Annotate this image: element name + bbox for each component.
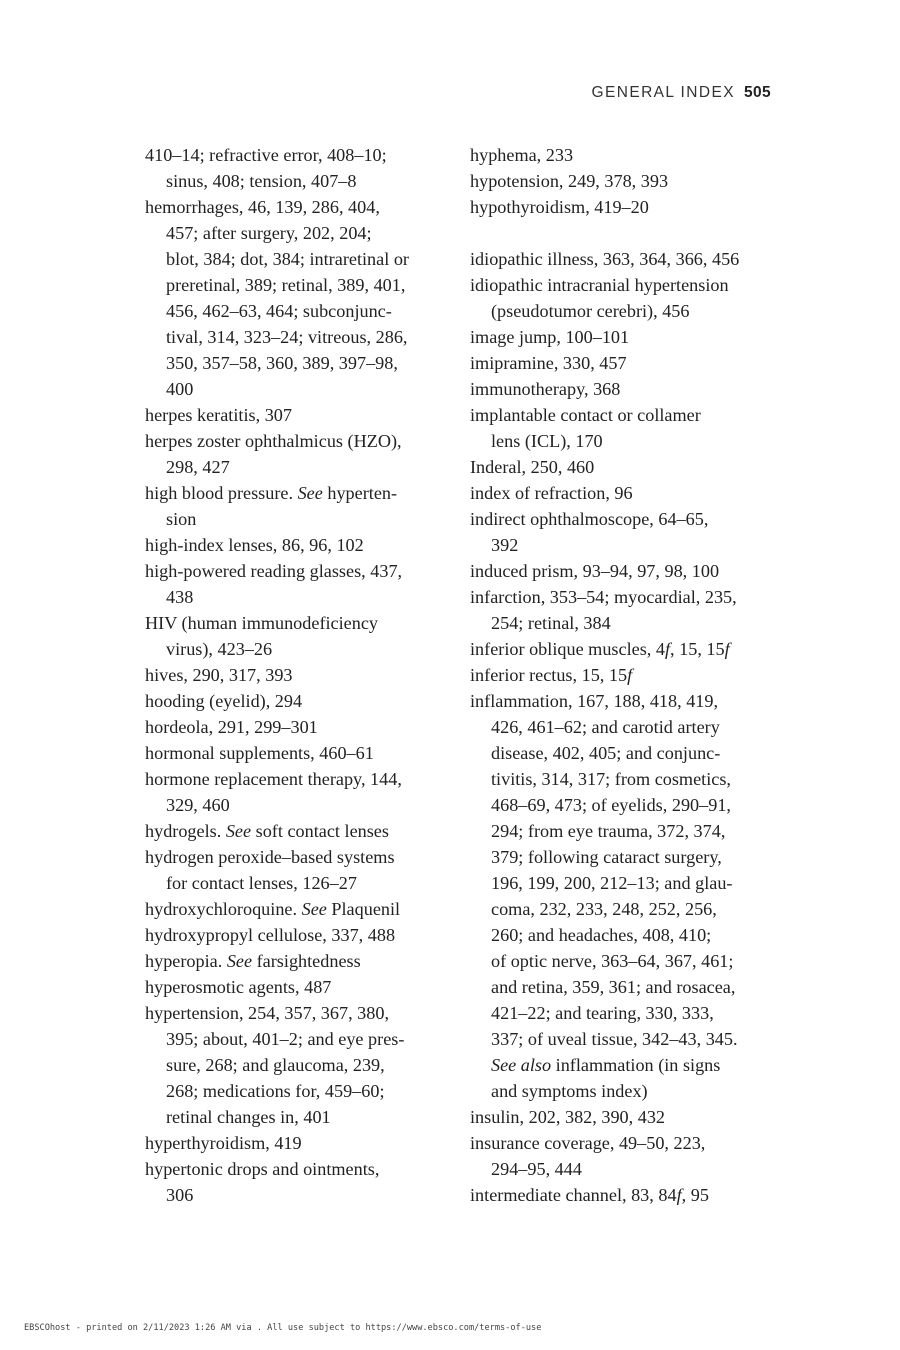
running-head (592, 84, 771, 102)
index-entry-continuation: 426, 461–62; and carotid artery (491, 717, 720, 737)
index-entry-line: hypotension, 249, 378, 393 (470, 171, 669, 191)
index-entry (145, 532, 455, 558)
index-entry (470, 376, 790, 402)
index-entry (470, 194, 790, 220)
index-entry-line: hyperthyroidism, 419 (145, 1133, 302, 1153)
index-entry (145, 662, 455, 688)
index-entry-line: insurance coverage, 49–50, 223, (470, 1133, 706, 1153)
index-entry (470, 1130, 790, 1182)
index-entry-line: hypertension, 254, 357, 367, 380, (145, 1003, 389, 1023)
index-entry-continuation: 457; after surgery, 202, 204; (166, 223, 372, 243)
index-entry-line: inferior oblique muscles, 4f, 15, 15f (470, 639, 730, 659)
index-entry-continuation: 294; from eye trauma, 372, 374, (491, 821, 726, 841)
index-entry-line: inferior rectus, 15, 15f (470, 665, 633, 685)
index-entry (145, 1130, 455, 1156)
print-footer: EBSCOhost - printed on 2/11/2023 1:26 AM via . All use subject to https://www.ebsco.com/terms-of-use (24, 1323, 542, 1333)
index-entry-line: hyperosmotic agents, 487 (145, 977, 332, 997)
index-entry-continuation: See also inflammation (in signs (491, 1055, 721, 1075)
index-entry-continuation: of optic nerve, 363–64, 367, 461; (491, 951, 734, 971)
index-entry-continuation: sure, 268; and glaucoma, 239, (166, 1055, 385, 1075)
index-entry-continuation: lens (ICL), 170 (491, 431, 603, 451)
index-entry (470, 454, 790, 480)
index-entry (145, 610, 455, 662)
index-entry-continuation: 298, 427 (166, 457, 230, 477)
index-entry-line: hypothyroidism, 419–20 (470, 197, 649, 217)
index-entry-line: herpes zoster ophthalmicus (HZO), (145, 431, 402, 451)
index-entry-line: hyphema, 233 (470, 145, 574, 165)
index-entry-continuation: for contact lenses, 126–27 (166, 873, 357, 893)
index-entry (470, 402, 790, 454)
index-entry-line: idiopathic illness, 363, 364, 366, 456 (470, 249, 740, 269)
index-entry-line: insulin, 202, 382, 390, 432 (470, 1107, 666, 1127)
index-entry (470, 1182, 790, 1208)
index-entry-line: high-powered reading glasses, 437, (145, 561, 403, 581)
index-entry-continuation: 395; about, 401–2; and eye pres- (166, 1029, 405, 1049)
index-column-right (470, 142, 790, 1208)
index-entry (145, 480, 455, 532)
index-entry-continuation: sinus, 408; tension, 407–8 (166, 171, 357, 191)
index-entry-continuation: and retina, 359, 361; and rosacea, (491, 977, 736, 997)
index-entry-line: indirect ophthalmoscope, 64–65, (470, 509, 709, 529)
index-entry (145, 558, 455, 610)
index-entry (145, 688, 455, 714)
index-entry-line: hives, 290, 317, 393 (145, 665, 293, 685)
index-entry (470, 324, 790, 350)
index-entry (145, 402, 455, 428)
index-entry-continuation: virus), 423–26 (166, 639, 273, 659)
index-entry (470, 480, 790, 506)
index-entry (470, 1104, 790, 1130)
index-entry (470, 506, 790, 558)
index-entry (470, 636, 790, 662)
index-entry-continuation: 196, 199, 200, 212–13; and glau- (491, 873, 733, 893)
index-entry-continuation: tival, 314, 323–24; vitreous, 286, (166, 327, 408, 347)
section-title: GENERAL INDEX (591, 84, 735, 101)
index-entry-line: hydroxypropyl cellulose, 337, 488 (145, 925, 396, 945)
page-number: 505 (743, 84, 771, 101)
index-entry-line: Inderal, 250, 460 (470, 457, 595, 477)
index-entry (145, 428, 455, 480)
index-entry (145, 818, 455, 844)
index-entry-line: hypertonic drops and ointments, (145, 1159, 380, 1179)
index-entry-continuation: 294–95, 444 (491, 1159, 582, 1179)
index-entry-continuation: 329, 460 (166, 795, 230, 815)
index-entry-line: inflammation, 167, 188, 418, 419, (470, 691, 719, 711)
index-entry-line: idiopathic intracranial hypertension (470, 275, 729, 295)
index-entry-continuation: 260; and headaches, 408, 410; (491, 925, 712, 945)
index-entry (145, 844, 455, 896)
index-entry-continuation: retinal changes in, 401 (166, 1107, 331, 1127)
index-entry (470, 272, 790, 324)
index-entry-line: hormone replacement therapy, 144, (145, 769, 402, 789)
index-entry-continuation: coma, 232, 233, 248, 252, 256, (491, 899, 717, 919)
index-entry-line: induced prism, 93–94, 97, 98, 100 (470, 561, 720, 581)
index-entry-line: high-index lenses, 86, 96, 102 (145, 535, 364, 555)
index-entry-line: high blood pressure. See hyperten- (145, 483, 398, 503)
index-entry-continuation: tivitis, 314, 317; from cosmetics, (491, 769, 731, 789)
index-entry (470, 168, 790, 194)
index-entry-continuation: 421–22; and tearing, 330, 333, (491, 1003, 714, 1023)
index-entry (145, 1000, 455, 1130)
index-entry (470, 584, 790, 636)
index-entry-line: 410–14; refractive error, 408–10; (145, 145, 387, 165)
index-entry-continuation: 468–69, 473; of eyelids, 290–91, (491, 795, 731, 815)
index-entry-continuation: 306 (166, 1185, 194, 1205)
index-entry (470, 662, 790, 688)
index-entry-continuation: 254; retinal, 384 (491, 613, 611, 633)
index-entry (145, 714, 455, 740)
index-entry-line: intermediate channel, 83, 84f, 95 (470, 1185, 709, 1205)
index-entry (145, 1156, 455, 1208)
index-entry-line: hydrogen peroxide–based systems (145, 847, 395, 867)
letter-group-gap (470, 220, 790, 246)
index-entry (145, 948, 455, 974)
index-entry (145, 766, 455, 818)
index-entry-line: HIV (human immunodeficiency (145, 613, 379, 633)
index-entry-continuation: 337; of uveal tissue, 342–43, 345. (491, 1029, 738, 1049)
index-entry-continuation: 456, 462–63, 464; subconjunc- (166, 301, 392, 321)
index-entry-continuation: 379; following cataract surgery, (491, 847, 722, 867)
index-entry-line: hyperopia. See farsightedness (145, 951, 361, 971)
index-entry-line: hordeola, 291, 299–301 (145, 717, 318, 737)
index-column-left (145, 142, 455, 1208)
index-entry-line: hormonal supplements, 460–61 (145, 743, 374, 763)
index-entry-continuation: 268; medications for, 459–60; (166, 1081, 385, 1101)
index-entry-line: infarction, 353–54; myocardial, 235, (470, 587, 737, 607)
index-entry-continuation: 392 (491, 535, 519, 555)
index-entry-line: index of refraction, 96 (470, 483, 633, 503)
index-entry-continuation: disease, 402, 405; and conjunc- (491, 743, 721, 763)
index-entry (145, 974, 455, 1000)
index-entry-continuation: 400 (166, 379, 194, 399)
index-entry-line: imipramine, 330, 457 (470, 353, 627, 373)
index-entry-line: immunotherapy, 368 (470, 379, 621, 399)
index-entry-continuation: sion (166, 509, 197, 529)
index-entry-continuation: (pseudotumor cerebri), 456 (491, 301, 690, 321)
index-entry-line: implantable contact or collamer (470, 405, 701, 425)
index-entry (470, 350, 790, 376)
index-entry-line: hydroxychloroquine. See Plaquenil (145, 899, 401, 919)
index-entry-continuation: 438 (166, 587, 194, 607)
index-entry (470, 688, 790, 1104)
index-entry (145, 740, 455, 766)
index-entry (145, 922, 455, 948)
index-entry-continuation: 350, 357–58, 360, 389, 397–98, (166, 353, 398, 373)
index-entry-line: herpes keratitis, 307 (145, 405, 292, 425)
index-entry (470, 142, 790, 168)
index-entry-line: image jump, 100–101 (470, 327, 630, 347)
index-entry (470, 246, 790, 272)
index-entry-line: hydrogels. See soft contact lenses (145, 821, 389, 841)
index-entry-line: hooding (eyelid), 294 (145, 691, 303, 711)
index-entry-continuation: and symptoms index) (491, 1081, 648, 1101)
index-entry (145, 194, 455, 402)
index-entry (145, 896, 455, 922)
index-entry (145, 142, 455, 194)
index-entry (470, 558, 790, 584)
index-entry-continuation: blot, 384; dot, 384; intraretinal or (166, 249, 409, 269)
index-entry-line: hemorrhages, 46, 139, 286, 404, (145, 197, 380, 217)
index-entry-continuation: preretinal, 389; retinal, 389, 401, (166, 275, 406, 295)
